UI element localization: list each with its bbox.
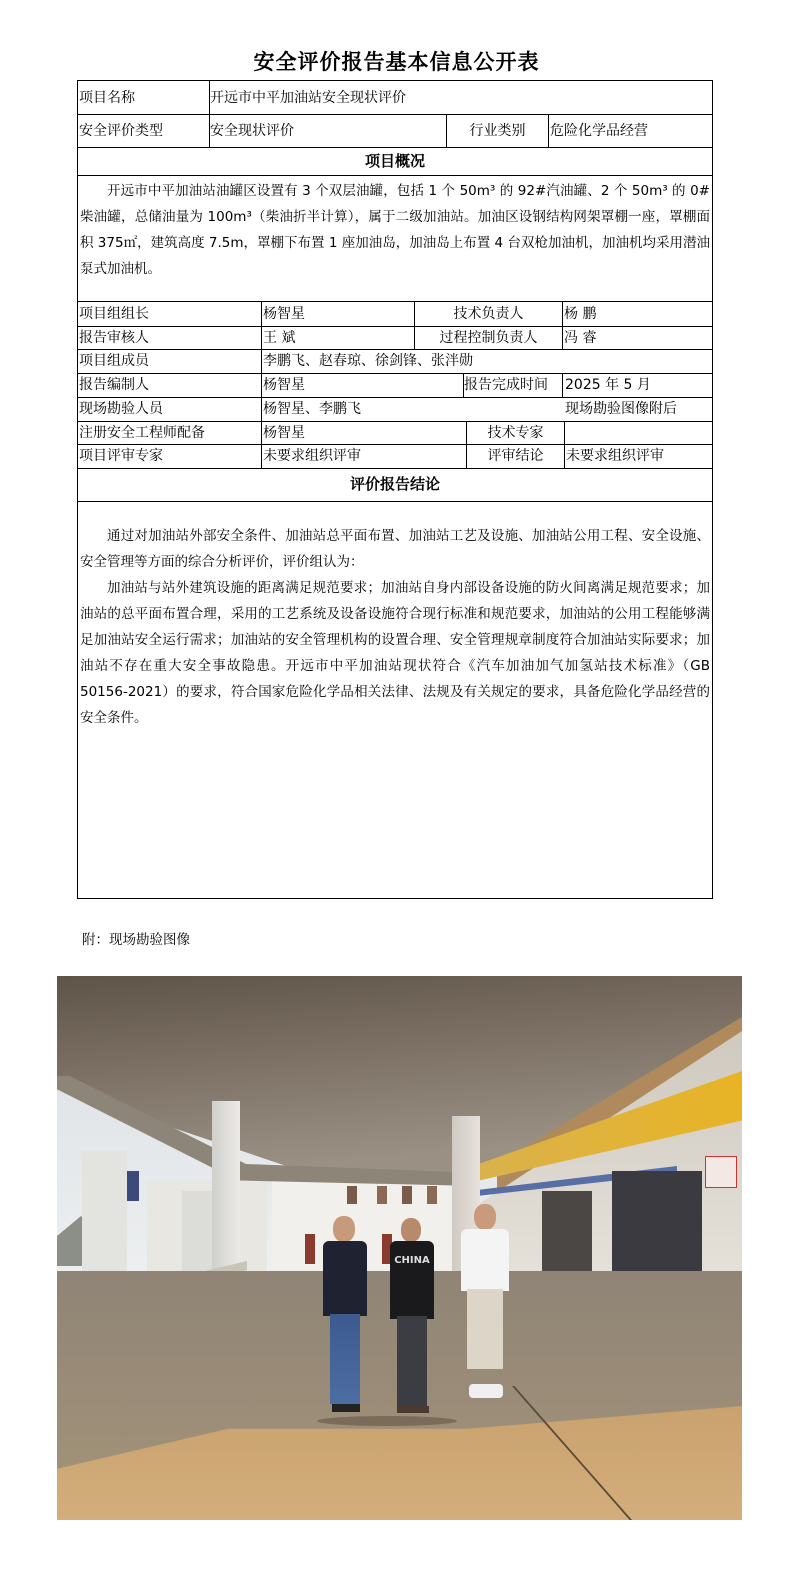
dispenser-sign	[127, 1171, 139, 1201]
members-label: 项目组成员	[79, 353, 149, 369]
page-title: 安全评价报告基本信息公开表	[253, 49, 540, 74]
divider	[562, 373, 563, 397]
person-head	[401, 1218, 421, 1242]
tech-expert-value	[566, 421, 710, 444]
store-window	[612, 1171, 702, 1281]
overview-paragraph: 开远市中平加油站油罐区设置有 3 个双层油罐，包括 1 个 50m³ 的 92#汽油罐、2 个 50m³ 的 0#柴油罐，总储油量为 100m³（柴油折半计算），属于二级加油站。加油区设钢结构网架罩棚一座，罩棚面积 375㎡，建筑高度 7.5m，罩棚下布置 1 座加油岛，加油岛上布置 4 台双枪加油机，加油机均采用潜油泵式加油机。	[80, 183, 710, 277]
site-survey-photo	[57, 976, 742, 1520]
industry-label: 行业类别	[469, 122, 526, 139]
window	[402, 1186, 412, 1204]
conclusion-heading: 评价报告结论	[349, 475, 440, 493]
window	[377, 1186, 387, 1204]
window	[347, 1186, 357, 1204]
completion-label: 报告完成时间	[464, 377, 548, 393]
eval-type-label: 安全评价类型	[79, 122, 163, 139]
person-pants	[467, 1289, 503, 1369]
review-conclusion-label: 评审结论	[487, 448, 544, 464]
person-shoes	[332, 1404, 360, 1412]
completion-value: 2025 年 5 月	[565, 377, 651, 393]
safety-sign	[705, 1156, 737, 1188]
site-survey-note: 现场勘验图像附后	[565, 401, 677, 417]
person-head	[474, 1204, 496, 1230]
conclusion-paragraph: 加油站与站外建筑设施的距离满足规范要求；加油站自身内部设备设施的防火间离满足规范要求；加油站的总平面布置合理，采用的工艺系统及设备设施符合现行标准和规范要求，加油站的公用工程能够满足加油站安全运行需求；加油站的安全管理机构的设置合理、安全管理规章制度符合加油站实际要求；加油站不存在重大安全事故隐患。开远市中平加油站现状符合《汽车加油加气加氢站技术标准》（GB 50156-2021）的要求，符合国家危险化学品相关法律、法规及有关规定的要求，具备危险化学品经营的安全条件。	[80, 580, 710, 726]
site-survey-value: 杨智星、李鹏飞	[263, 401, 361, 417]
window	[427, 1186, 437, 1204]
process-lead-label: 过程控制负责人	[439, 329, 538, 346]
engineer-value: 杨智星	[263, 424, 305, 441]
tech-lead-value: 杨 鹏	[564, 305, 597, 322]
overview-heading: 项目概况	[364, 151, 425, 170]
author-label: 报告编制人	[79, 377, 149, 393]
shadow	[317, 1416, 457, 1426]
person-sandals	[397, 1406, 429, 1413]
author-value: 杨智星	[263, 377, 305, 393]
reviewer-value: 王 斌	[263, 329, 296, 346]
process-lead-value: 冯 睿	[564, 329, 597, 346]
divider	[564, 421, 565, 468]
reviewer-label: 报告审核人	[79, 329, 149, 346]
fuel-dispenser	[82, 1151, 127, 1271]
person-shirt	[323, 1241, 367, 1316]
engineer-label: 注册安全工程师配备	[79, 424, 205, 441]
project-name-value: 开远市中平加油站安全现状评价	[210, 89, 406, 106]
info-table	[77, 80, 713, 899]
overview-text	[79, 178, 711, 298]
review-conclusion-value: 未要求组织评审	[566, 448, 664, 464]
site-survey-label: 现场勘验人员	[79, 401, 163, 417]
members-value: 李鹏飞、赵春琼、徐剑锋、张泮勋	[263, 353, 473, 369]
review-expert-value: 未要求组织评审	[263, 448, 361, 464]
door	[305, 1234, 315, 1264]
tech-lead-label: 技术负责人	[453, 305, 524, 322]
eval-type-value: 安全现状评价	[210, 122, 294, 139]
fuel-dispenser	[182, 1191, 212, 1281]
person-head	[333, 1216, 355, 1242]
divider	[78, 501, 712, 502]
project-name-label: 项目名称	[79, 89, 135, 106]
conclusion-text	[79, 523, 711, 773]
tech-expert-label: 技术专家	[487, 424, 544, 441]
person-jeans	[330, 1314, 360, 1404]
divider	[562, 301, 563, 349]
attachment-label: 附：现场勘验图像	[82, 932, 190, 948]
conclusion-paragraph: 通过对加油站外部安全条件、加油站总平面布置、加油站工艺及设施、加油站公用工程、安全设施、安全管理等方面的综合分析评价，评价组认为：	[80, 528, 710, 570]
leader-value: 杨智星	[263, 305, 305, 322]
divider	[261, 301, 262, 468]
divider	[78, 175, 712, 176]
leader-label: 项目组组长	[79, 305, 149, 322]
person-sweatshirt: CHINA	[390, 1241, 434, 1319]
person-tshirt	[461, 1229, 509, 1291]
person-pants	[397, 1316, 427, 1406]
person-sneakers	[469, 1384, 503, 1398]
industry-value: 危险化学品经营	[550, 122, 648, 139]
review-expert-label: 项目评审专家	[79, 448, 163, 464]
divider	[548, 114, 549, 147]
